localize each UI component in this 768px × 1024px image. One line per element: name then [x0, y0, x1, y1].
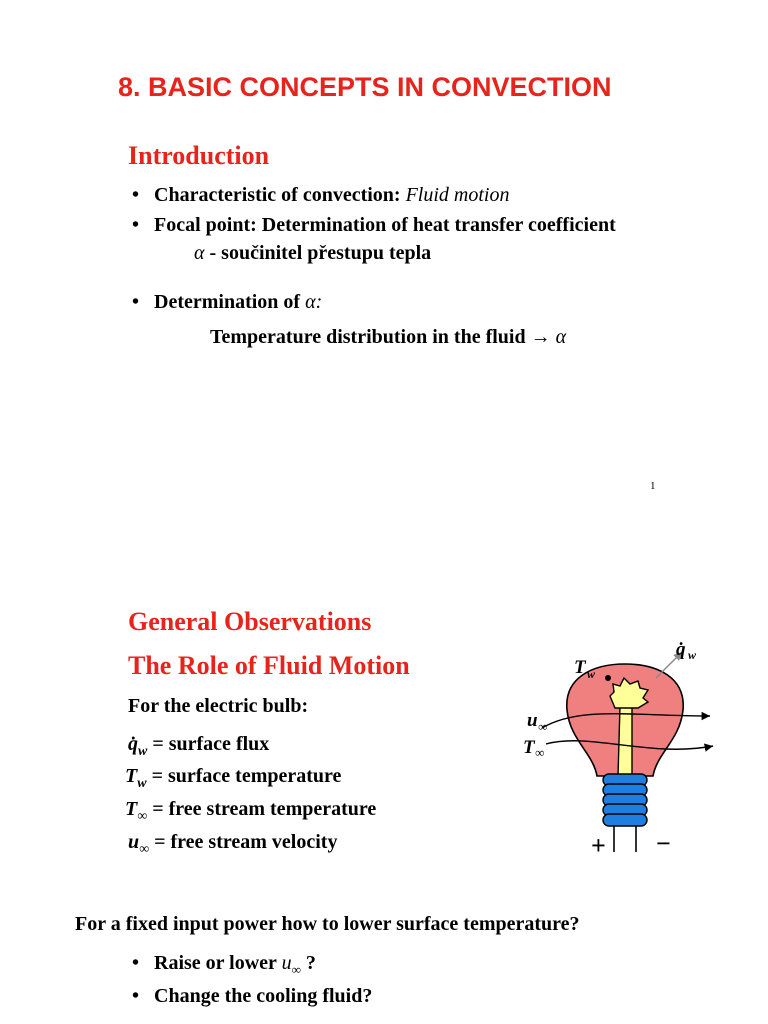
- plus-terminal: +: [591, 831, 606, 858]
- bullet-change-cooling-fluid: [132, 985, 372, 1008]
- heading-general-observations: General Observations: [128, 607, 372, 636]
- uinf-symbol: u: [128, 831, 140, 853]
- u-inf-symbol: u: [281, 952, 292, 974]
- colon: :: [315, 291, 323, 313]
- bullet-focal-text: Focal point: Determination of heat transfer coefficient: [154, 214, 616, 236]
- alpha-symbol: α: [305, 291, 316, 313]
- page-number: 1: [650, 480, 656, 492]
- definition-text: = free stream velocity: [149, 831, 338, 853]
- temperature-distribution-text: Temperature distribution in the fluid →: [210, 326, 556, 348]
- u-inf-label-subscript: ∞: [538, 719, 548, 734]
- tw-label: T: [574, 657, 586, 678]
- u-inf-label: u: [527, 710, 538, 731]
- qw-subscript: w: [138, 744, 148, 759]
- bullet-glyph: •: [132, 952, 140, 974]
- electric-bulb-intro: For the electric bulb:: [128, 695, 309, 717]
- raise-lower-text: Raise or lower: [154, 952, 282, 974]
- tw-symbol: T: [125, 765, 138, 787]
- u-inf-subscript: ∞: [291, 962, 301, 977]
- bullet-characteristic: [132, 184, 509, 207]
- definition-free-stream-velocity: [128, 831, 337, 858]
- qw-symbol: q̇: [128, 733, 138, 755]
- question-mark: ?: [300, 952, 316, 974]
- definition-text: = surface flux: [147, 733, 270, 755]
- question-text: For a fixed input power how to lower surface temperature?: [75, 913, 580, 935]
- temperature-distribution-line: [210, 326, 566, 349]
- definition-surface-temperature: [125, 765, 341, 792]
- alpha-definition-text: - součinitel přestupu tepla: [209, 242, 432, 264]
- surface-point-dot: [605, 675, 611, 681]
- uinf-subscript: ∞: [139, 842, 150, 857]
- bullet-glyph: •: [132, 214, 140, 236]
- tw-label-subscript: w: [587, 667, 596, 681]
- definition-text: = surface temperature: [146, 765, 342, 787]
- bullet-focal-point: [132, 214, 616, 237]
- bullet-glyph: •: [132, 985, 140, 1007]
- definition-surface-flux: [128, 733, 269, 760]
- qw-label-subscript: w: [688, 648, 697, 662]
- bullet-determination-text: Determination of: [154, 291, 306, 313]
- bullet-glyph: •: [132, 291, 140, 313]
- alpha-symbol: α: [555, 326, 567, 348]
- tinf-subscript: ∞: [137, 809, 148, 824]
- bullet-glyph: •: [132, 184, 140, 206]
- slide-title: 8. BASIC CONCEPTS IN CONVECTION: [118, 72, 612, 102]
- section-heading-introduction: Introduction: [128, 141, 270, 170]
- t-inf-label: T: [523, 737, 535, 758]
- tw-subscript: w: [137, 776, 147, 791]
- bullet-raise-or-lower: [132, 952, 316, 978]
- change-fluid-text: Change the cooling fluid?: [154, 985, 373, 1007]
- tinf-symbol: T: [125, 798, 138, 820]
- bullet-determination: [132, 291, 322, 314]
- qw-label: q̇: [676, 639, 686, 660]
- alpha-definition: [194, 242, 431, 265]
- t-inf-label-subscript: ∞: [535, 745, 545, 760]
- filament-stem: [618, 706, 632, 776]
- definition-text: = free stream temperature: [147, 798, 377, 820]
- bulb-base: [603, 774, 647, 826]
- bullet-characteristic-text: Characteristic of convection:: [154, 184, 406, 206]
- electric-bulb-diagram: [510, 628, 740, 858]
- definition-free-stream-temperature: [125, 798, 376, 825]
- alpha-symbol: α: [194, 242, 205, 264]
- heading-role-of-fluid-motion: The Role of Fluid Motion: [128, 651, 410, 680]
- minus-terminal: −: [656, 829, 671, 858]
- fluid-motion-text: Fluid motion: [405, 184, 510, 206]
